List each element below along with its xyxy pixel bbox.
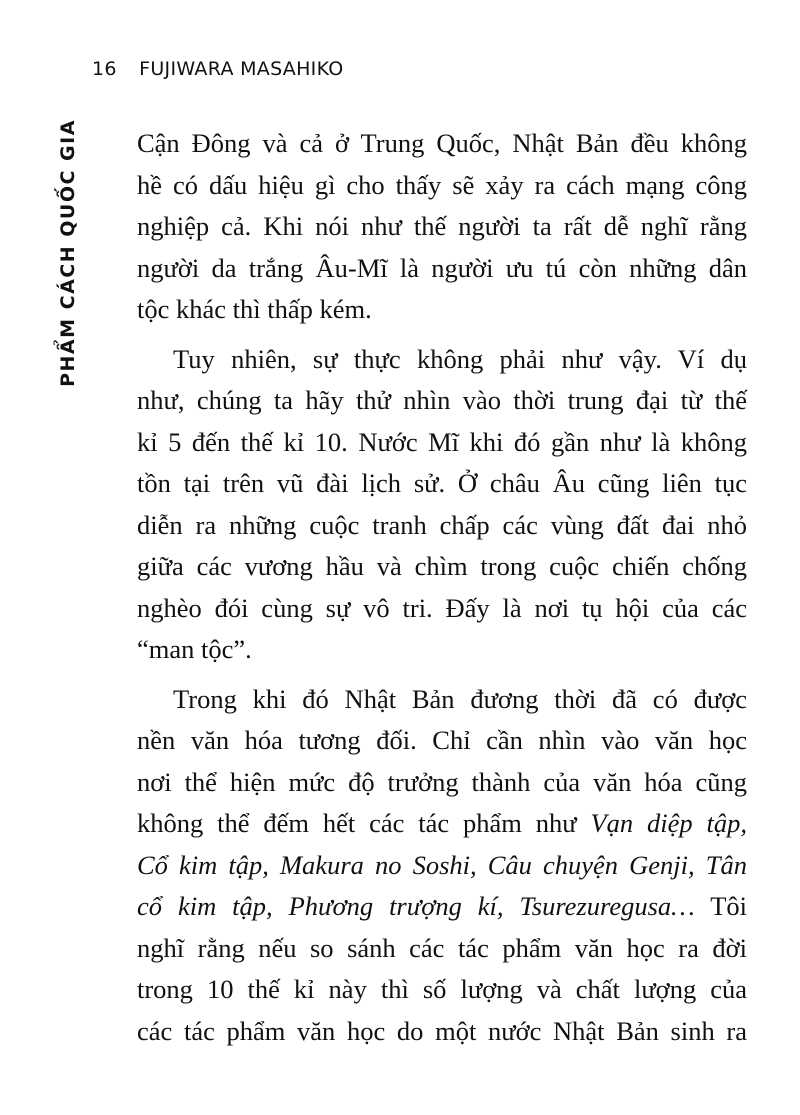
text-line: các tác phẩm văn học do một nước Nhật Bản sinh ra bbox=[137, 1015, 747, 1046]
author-name: FUJIWARA MASAHIKO bbox=[139, 58, 344, 80]
text-line bbox=[137, 803, 747, 845]
paragraph-gap bbox=[137, 331, 747, 339]
text-line: Trong khi đó Nhật Bản đương thời đã có được bbox=[173, 683, 747, 714]
text-line: nghĩ rằng nếu so sánh các tác phẩm văn học ra đời bbox=[137, 932, 747, 963]
text-span: Tôi bbox=[694, 891, 747, 921]
page-number: 16 bbox=[92, 58, 117, 80]
page-body bbox=[137, 123, 747, 1052]
paragraph bbox=[137, 679, 747, 1053]
book-title-italic: Vạn diệp tập, bbox=[590, 808, 747, 838]
paragraph-gap bbox=[137, 671, 747, 679]
text-line: nơi thể hiện mức độ trưởng thành của văn hóa cũng bbox=[137, 766, 747, 797]
text-line: hề có dấu hiệu gì cho thấy sẽ xảy ra cách mạng công bbox=[137, 169, 747, 200]
text-line: Tuy nhiên, sự thực không phải như vậy. Ví dụ bbox=[173, 343, 747, 374]
running-head bbox=[92, 58, 344, 80]
text-line: tộc khác thì thấp kém. bbox=[137, 294, 372, 324]
text-line: diễn ra những cuộc tranh chấp các vùng đất đai nhỏ bbox=[137, 509, 747, 540]
text-line: nghiệp cả. Khi nói như thế người ta rất dễ nghĩ rằng bbox=[137, 211, 747, 241]
text-line: người da trắng Âu-Mĩ là người ưu tú còn những dân bbox=[137, 252, 747, 283]
text-span: không thể đếm hết các tác phẩm như bbox=[137, 808, 591, 838]
text-line: tồn tại trên vũ đài lịch sử. Ở châu Âu cũng liên tục bbox=[137, 468, 747, 498]
text-line: Cận Đông và cả ở Trung Quốc, Nhật Bản đều không bbox=[137, 128, 747, 158]
text-line: giữa các vương hầu và chìm trong cuộc chiến chống bbox=[137, 551, 747, 581]
text-line bbox=[137, 886, 747, 928]
paragraph bbox=[137, 123, 747, 331]
text-line: trong 10 thế kỉ này thì số lượng và chất lượng của bbox=[137, 974, 747, 1004]
text-line: nghèo đói cùng sự vô tri. Đấy là nơi tụ hội của các bbox=[137, 592, 747, 623]
text-line: như, chúng ta hãy thử nhìn vào thời trung đại từ thế bbox=[137, 385, 747, 415]
text-line: “man tộc”. bbox=[137, 634, 252, 664]
paragraph bbox=[137, 339, 747, 671]
book-title-italic: cổ kim tập, Phương trượng kí, Tsurezuregusa… bbox=[137, 891, 695, 921]
book-title-vertical: PHẨM CÁCH QUỐC GIA bbox=[57, 119, 79, 387]
text-line: kỉ 5 đến thế kỉ 10. Nước Mĩ khi đó gần như là không bbox=[137, 426, 747, 457]
text-line: nền văn hóa tương đối. Chỉ cần nhìn vào văn học bbox=[137, 725, 747, 755]
book-titles-italic-line: Cổ kim tập, Makura no Soshi, Câu chuyện Genji, Tân bbox=[137, 849, 747, 880]
